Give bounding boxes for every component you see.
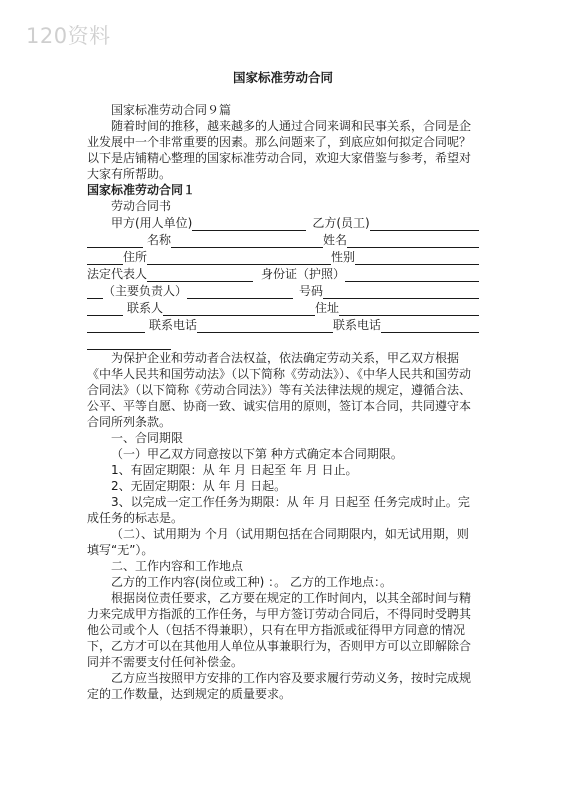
fill-blank[interactable] <box>355 251 479 265</box>
contract-paragraphs <box>87 350 479 702</box>
field-label: 甲方(用人单位) <box>111 216 193 230</box>
section-heading-1: 国家标准劳动合同１ <box>87 183 196 197</box>
fill-blank[interactable] <box>87 336 171 350</box>
field-label: 联系电话 <box>149 318 198 332</box>
document-subtitle: 国家标准劳动合同９篇 <box>111 103 232 117</box>
field-label: 住所 <box>123 250 148 264</box>
field-label: 姓名 <box>323 233 348 247</box>
fill-blank[interactable] <box>192 217 306 231</box>
contract-paragraph: 二、工作内容和工作地点 <box>111 559 244 573</box>
field-label: 身份证（护照） <box>261 267 346 281</box>
field-label: 联系电话 <box>333 318 382 332</box>
field-label: 法定代表人 <box>87 267 148 281</box>
fill-blank[interactable] <box>147 268 253 282</box>
book-title: 劳动合同书 <box>111 199 172 213</box>
field-label: 联系人 <box>127 301 164 315</box>
document-title: 国家标准劳动合同 <box>232 70 333 85</box>
field-row <box>87 231 479 248</box>
fill-blank[interactable] <box>87 302 123 316</box>
contract-paragraph: （二）、试用期为 个月（试用期包括在合同期限内，如无试用期，则填写“无”）。 <box>87 527 469 557</box>
fill-blank[interactable] <box>381 319 479 333</box>
fill-blank[interactable] <box>87 319 145 333</box>
contract-fields <box>87 214 479 350</box>
field-label: 乙方(员工) <box>312 216 370 230</box>
contract-paragraph: 乙方的工作内容(岗位或工种) ：。 乙方的工作地点：。 <box>111 575 392 589</box>
field-row <box>87 248 479 265</box>
fill-blank[interactable] <box>171 234 323 248</box>
fill-blank[interactable] <box>197 319 333 333</box>
field-label: 名称 <box>147 233 172 247</box>
field-label: 性别 <box>331 250 356 264</box>
fill-blank[interactable] <box>345 268 479 282</box>
field-label: 住址 <box>315 301 340 315</box>
contract-paragraph: 一、合同期限 <box>111 431 184 445</box>
fill-blank[interactable] <box>187 285 293 299</box>
contract-paragraph: 根据岗位责任要求，乙方要在规定的工作时间内，以其全部时间与精力来完成甲方指派的工作任务，与甲方签订劳动合同后，不得同时受聘其他公司或个人（包括不得兼职），只有在甲方指派或征得甲方同意的情况下，乙方才可以在其他用人单位从事兼职行为，否则甲方可以立即解除合同并不需要支付任何补偿金。 <box>87 591 472 669</box>
watermark: 120资料 <box>26 24 111 48</box>
field-row <box>87 282 479 299</box>
intro-paragraph: 随着时间的推移，越来越多的人通过合同来调和民事关系，合同是企业发展中一个非常重要的因素。那么问题来了，到底应如何拟定合同呢？以下是店铺精心整理的国家标准劳动合同，欢迎大家借鉴与参考，希望对大家有所帮助。 <box>87 119 472 181</box>
contract-paragraph: 3、以完成一定工作任务为期限：从 年 月 日起至 任务完成时止。完成任务的标志是。 <box>87 495 470 525</box>
contract-paragraph: 1、有固定期限：从 年 月 日起至 年 月 日止。 <box>111 463 358 477</box>
document-body <box>87 70 479 702</box>
field-row <box>87 316 479 333</box>
field-label: 号码 <box>299 284 324 298</box>
fill-blank[interactable] <box>147 251 331 265</box>
fill-blank[interactable] <box>163 302 315 316</box>
field-row <box>87 265 479 282</box>
contract-paragraph: 为保护企业和劳动者合法权益，依法确定劳动关系，甲乙双方根据《中华人民共和国劳动法》（以下简称《劳动法》）、《中华人民共和国劳动合同法》（以下简称《劳动合同法》）等有关法律法规的规定，遵循合法、公平、平等自愿、协商一致、诚实信用的原则，签订本合同，共同遵守本合同所列条款。 <box>87 351 472 429</box>
fill-blank[interactable] <box>87 251 123 265</box>
contract-paragraph: （一）甲乙双方同意按以下第 种方式确定本合同期限。 <box>111 447 403 461</box>
field-row <box>87 214 479 231</box>
fill-blank[interactable] <box>370 217 479 231</box>
fill-blank[interactable] <box>323 285 479 299</box>
contract-paragraph: 乙方应当按照甲方安排的工作内容及要求履行劳动义务，按时完成规定的工作数量，达到规定的质量要求。 <box>87 671 472 701</box>
fill-blank[interactable] <box>87 234 143 248</box>
contract-paragraph: 2、无固定期限：从 年 月 日起。 <box>111 479 287 493</box>
fill-blank[interactable] <box>339 302 479 316</box>
fill-blank[interactable] <box>87 285 103 299</box>
field-row <box>87 333 479 350</box>
fill-blank[interactable] <box>347 234 479 248</box>
field-row <box>87 299 479 316</box>
field-label: （主要负责人） <box>103 284 188 298</box>
